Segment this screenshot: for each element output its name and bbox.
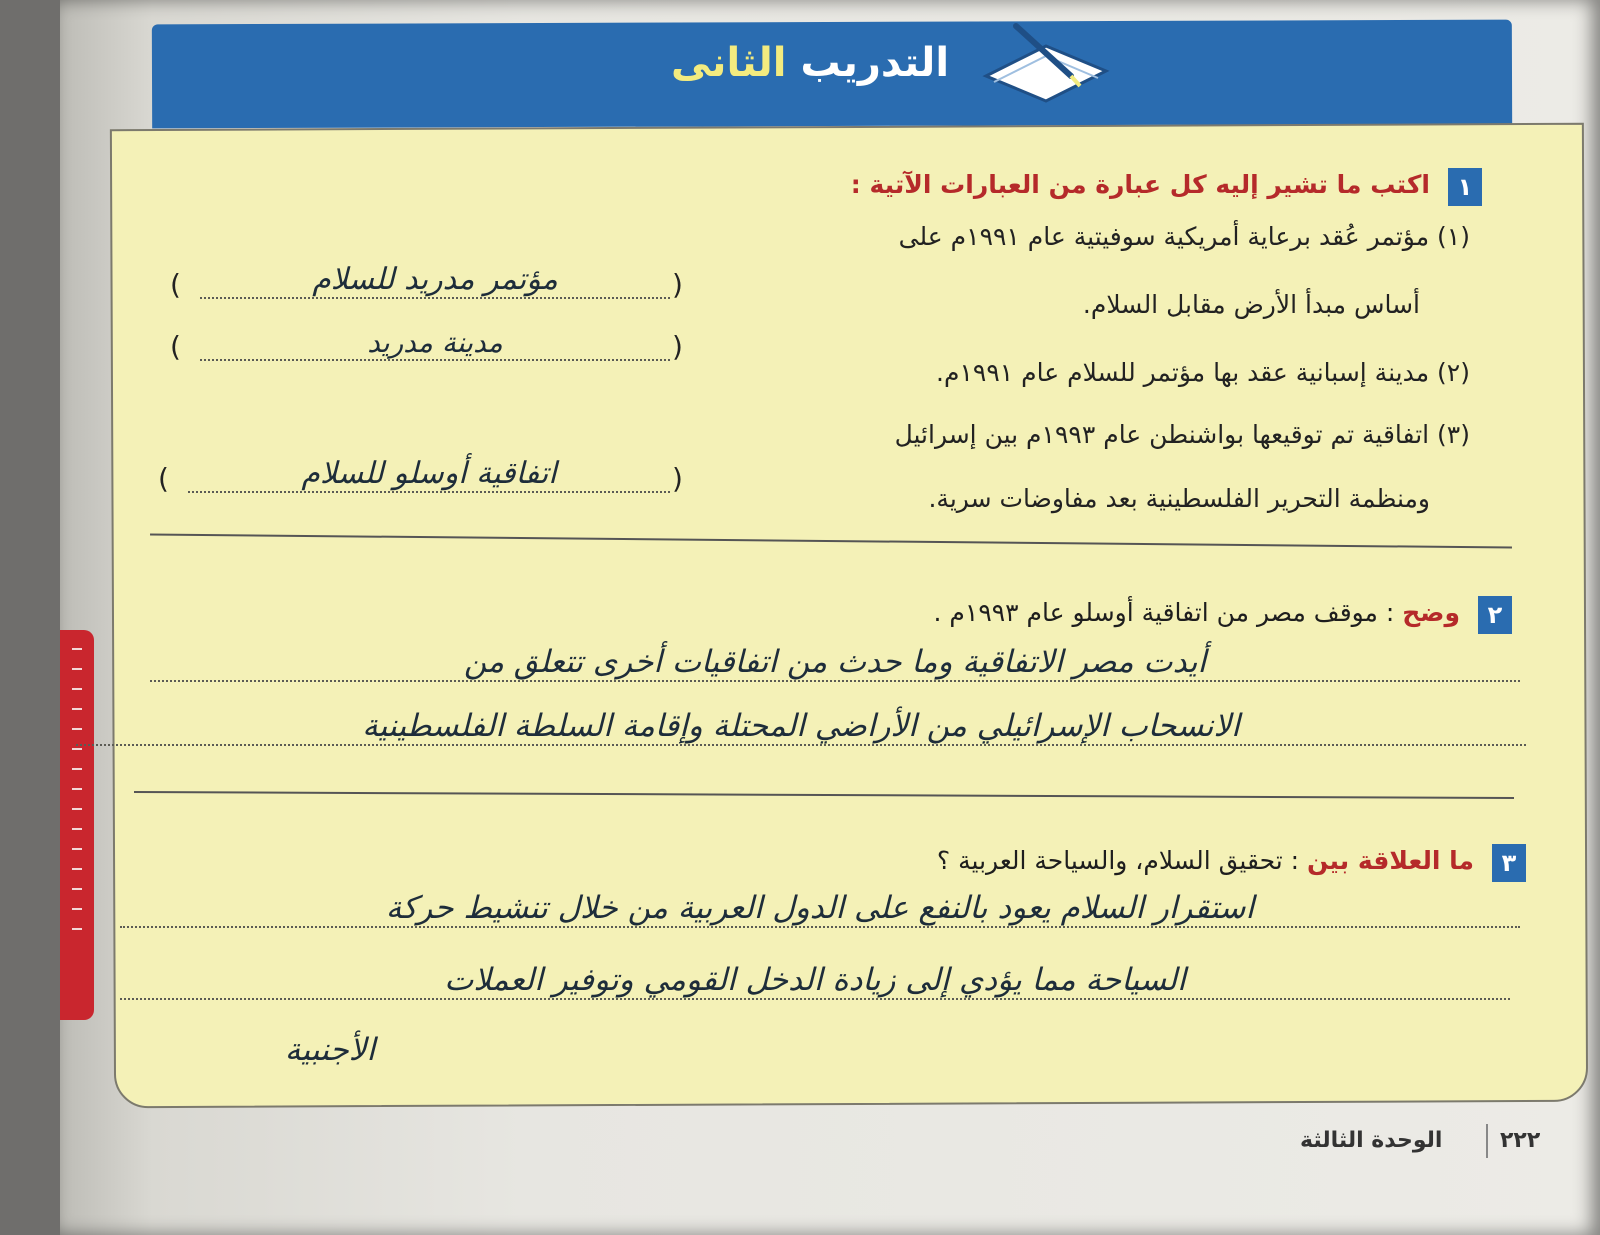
q2-answer-line2: الانسحاب الإسرائيلي من الأراضي المحتلة وإقامة السلطة الفلسطينية — [76, 708, 1526, 746]
question-2-prompt: وضح : موقف مصر من اتفاقية أوسلو عام ١٩٩٣م . — [933, 598, 1460, 627]
question-number-2: ٢ — [1478, 596, 1512, 634]
page-title — [640, 40, 980, 100]
q1-item1-line2: أساس مبدأ الأرض مقابل السلام. — [1082, 290, 1420, 319]
question-number-1: ١ — [1448, 168, 1482, 206]
title-word-2: الثانى — [670, 40, 787, 86]
q1-item2-answer: مدينة مدريد — [200, 326, 670, 361]
q3-answer-line1: استقرار السلام يعود بالنفع على الدول العربية من خلال تنشيط حركة — [120, 890, 1520, 928]
q3-answer-line3: الأجنبية — [284, 1032, 376, 1068]
notebook-pen-icon — [976, 16, 1116, 106]
unit-label: الوحدة الثالثة — [1300, 1128, 1443, 1153]
q3-answer-line2: السياحة مما يؤدي إلى زيادة الدخل القومي وتوفير العملات — [120, 962, 1510, 1000]
q1-item3-line1: (٣) اتفاقية تم توقيعها بواشنطن عام ١٩٩٣م بين إسرائيل — [894, 420, 1470, 449]
page-number: ٢٢٢ — [1500, 1128, 1541, 1153]
q2-answer-line1: أيدت مصر الاتفاقية وما حدث من اتفاقيات أخرى تتعلق من — [150, 644, 1520, 682]
question-3-prompt: ما العلاقة بين : تحقيق السلام، والسياحة العربية ؟ — [936, 846, 1474, 875]
question-1-prompt: اكتب ما تشير إليه كل عبارة من العبارات الآتية : — [850, 170, 1430, 199]
title-word-1: التدريب — [800, 40, 950, 86]
q1-item3-answer: اتفاقية أوسلو للسلام — [188, 456, 670, 493]
q1-item1-answer: مؤتمر مدريد للسلام — [200, 262, 670, 299]
side-tab — [60, 630, 94, 1020]
question-number-3: ٣ — [1492, 844, 1526, 882]
q1-item1-line1: (١) مؤتمر عُقد برعاية أمريكية سوفيتية عام ١٩٩١م على — [898, 222, 1470, 251]
q1-item2-line1: (٢) مدينة إسبانية عقد بها مؤتمر للسلام عام ١٩٩١م. — [936, 358, 1470, 387]
footer-separator — [1486, 1124, 1488, 1158]
q1-item3-line2: ومنظمة التحرير الفلسطينية بعد مفاوضات سرية. — [928, 484, 1430, 513]
